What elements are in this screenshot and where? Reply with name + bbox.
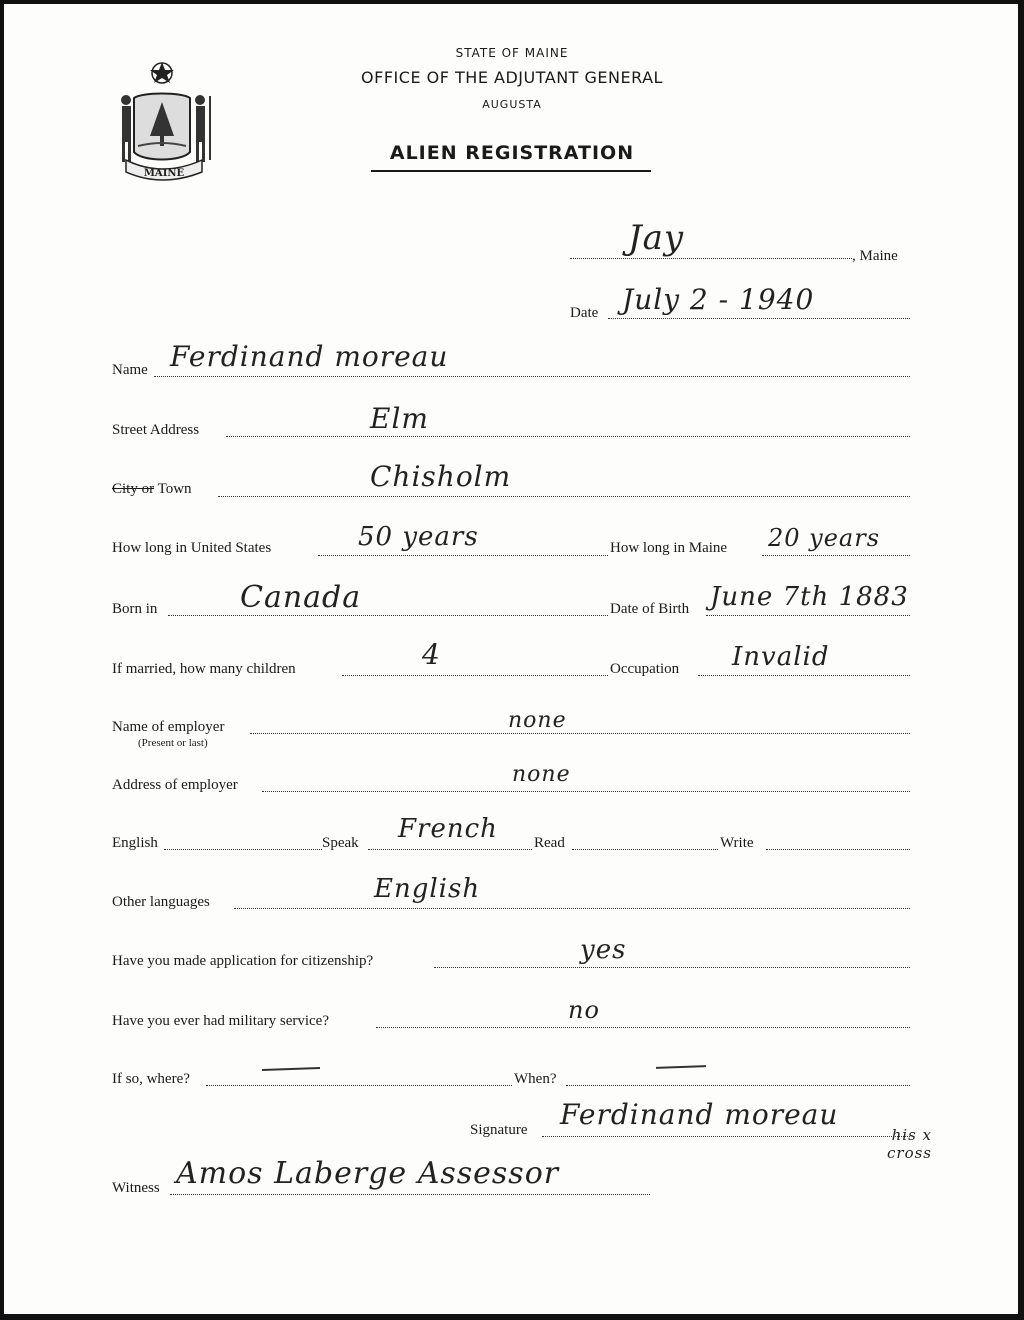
other-languages-label: Other languages [112,894,210,910]
name-label: Name [112,362,148,378]
town-line [218,496,910,497]
signature-label: Signature [470,1122,528,1138]
speak-label: Speak [322,835,359,851]
employer-entry: none [508,708,567,733]
street-line [226,436,910,437]
where-dash [262,1067,320,1071]
read-line [572,849,718,850]
occupation-line [698,675,910,676]
city-heading: AUGUSTA [482,98,542,111]
employer-address-entry: none [512,762,571,787]
us-duration-label: How long in United States [112,540,272,556]
date-line [608,318,910,319]
write-label: Write [720,835,754,851]
citizenship-entry: yes [580,935,627,965]
signature-mark: his x cross [887,1126,932,1162]
place-entry: Jay [628,218,685,258]
name-entry: Ferdinand moreau [170,340,449,373]
children-label: If married, how many children [112,661,296,677]
other-languages-line [234,908,910,909]
town-label [112,481,192,498]
employer-line [250,733,910,734]
city-struck-label: City or [112,481,155,497]
office-heading: OFFICE OF THE ADJUTANT GENERAL [361,68,663,87]
where-label: If so, where? [112,1071,190,1087]
children-line [342,675,608,676]
where-line [206,1085,512,1086]
employer-address-label: Address of employer [112,777,238,793]
date-label: Date [570,305,599,321]
children-entry: 4 [422,638,441,671]
when-label: When? [514,1071,557,1087]
dob-label: Date of Birth [610,601,690,617]
dob-line [706,615,910,616]
signature-entry: Ferdinand moreau [560,1098,839,1131]
name-line [154,376,910,377]
us-duration-entry: 50 years [358,522,479,552]
town-entry: Chisholm [370,460,512,493]
employer-sublabel: (Present or last) [138,737,208,749]
speak-line [368,849,532,850]
born-label: Born in [112,601,158,617]
place-line [570,258,852,259]
witness-entry: Amos Laberge Assessor [176,1156,560,1191]
state-heading: STATE OF MAINE [455,46,569,60]
maine-duration-label: How long in Maine [610,540,728,556]
other-languages-entry: English [374,874,481,904]
maine-duration-entry: 20 years [768,524,881,552]
street-entry: Elm [370,402,429,435]
born-entry: Canada [240,580,362,615]
title-underline [371,170,651,172]
occupation-label: Occupation [610,661,680,677]
witness-line [170,1194,650,1195]
english-line [164,849,322,850]
town-label-text: Town [154,481,192,497]
form-title: ALIEN REGISTRATION [389,142,635,164]
scan-border-left [0,0,4,1320]
occupation-entry: Invalid [732,642,830,672]
born-line [168,615,608,616]
employer-address-line [262,791,910,792]
date-entry: July 2 - 1940 [622,283,815,316]
place-suffix-label: , Maine [852,248,898,264]
military-label: Have you ever had military service? [112,1013,329,1029]
scan-border-right [1018,0,1024,1320]
scan-border-top [0,0,1024,4]
dob-entry: June 7th 1883 [710,582,909,612]
military-entry: no [568,996,600,1024]
seal-banner-text: MAINE [143,168,185,179]
when-dash [656,1065,706,1069]
when-line [566,1085,910,1086]
employer-label: Name of employer [112,719,225,735]
languages-entry: French [398,814,498,844]
write-line [766,849,910,850]
street-label: Street Address [112,422,200,438]
military-line [376,1027,910,1028]
maine-duration-line [762,555,910,556]
witness-label: Witness [112,1180,160,1196]
english-label: English [112,835,158,851]
scan-border-bottom [0,1314,1024,1320]
citizenship-label: Have you made application for citizenship? [112,953,374,969]
read-label: Read [534,835,565,851]
us-duration-line [318,555,608,556]
citizenship-line [434,967,910,968]
